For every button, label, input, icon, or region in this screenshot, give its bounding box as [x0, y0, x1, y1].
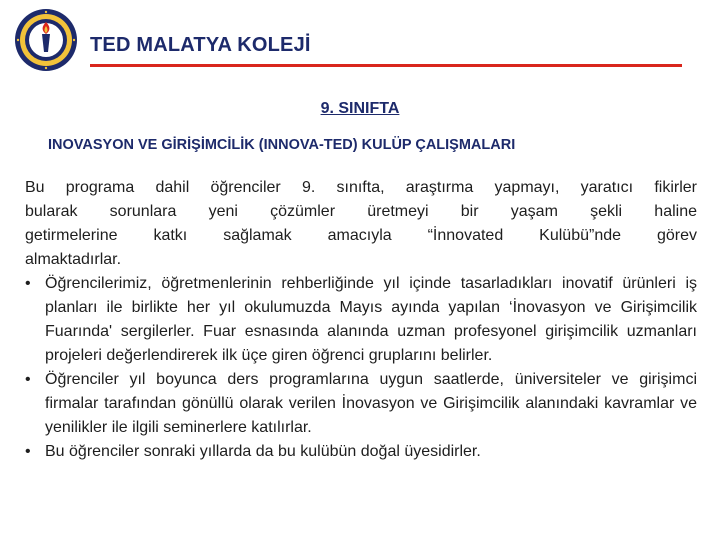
list-item	[25, 368, 697, 440]
bullet-icon: •	[25, 371, 31, 388]
list-item-text: Bu öğrenciler sonraki yıllarda da bu kulübün doğal üyesidirler.	[45, 443, 481, 460]
intro-paragraph	[25, 176, 697, 272]
page-subtitle: INOVASYON VE GİRİŞİMCİLİK (INNOVA-TED) KULÜP ÇALIŞMALARI	[48, 137, 516, 153]
intro-line: getirmelerine katkı sağlamak amacıyla “İnnovated Kulübü”nde görev	[25, 227, 697, 244]
page-title: 9. SINIFTA	[320, 100, 400, 117]
content	[25, 176, 697, 464]
list-item-text: Öğrencilerimiz, öğretmenlerinin rehberliğinde yıl içinde tasarladıkları inovatif ürünleri iş planları ile birlikte her yıl okulumuzda Mayıs ayında yapılan ‘İnovasyon ve Girişimcilik Fuarında' sergilerler. Fuar esnasında alanında uzman profesyonel girişimcilik uzmanları projeleri değerlendirerek ilk üçe giren öğrenci gruplarını belirler.	[45, 275, 697, 364]
list-item-text: Öğrenciler yıl boyunca ders programlarına uygun saatlerde, üniversiteler ve girişimci firmalar tarafından gönüllü olarak verilen İnovasyon ve Girişimcilik alanındaki kavramlar ve yenilikler ile ilgili seminerlere katılırlar.	[45, 371, 697, 436]
list-item	[25, 272, 697, 368]
header-divider	[90, 64, 682, 67]
bullet-icon: •	[25, 443, 31, 460]
school-name: TED MALATYA KOLEJİ	[90, 34, 311, 56]
bullet-list	[25, 272, 697, 464]
list-item	[25, 440, 697, 464]
bullet-icon: •	[25, 275, 31, 292]
intro-line: bularak sorunlara yeni çözümler üretmeyi bir yaşam şekli haline	[25, 203, 697, 220]
ted-logo	[14, 8, 78, 72]
intro-line: almaktadırlar.	[25, 251, 122, 268]
intro-line: Bu programa dahil öğrenciler 9. sınıfta, araştırma yapmayı, yaratıcı fikirler	[25, 179, 697, 196]
